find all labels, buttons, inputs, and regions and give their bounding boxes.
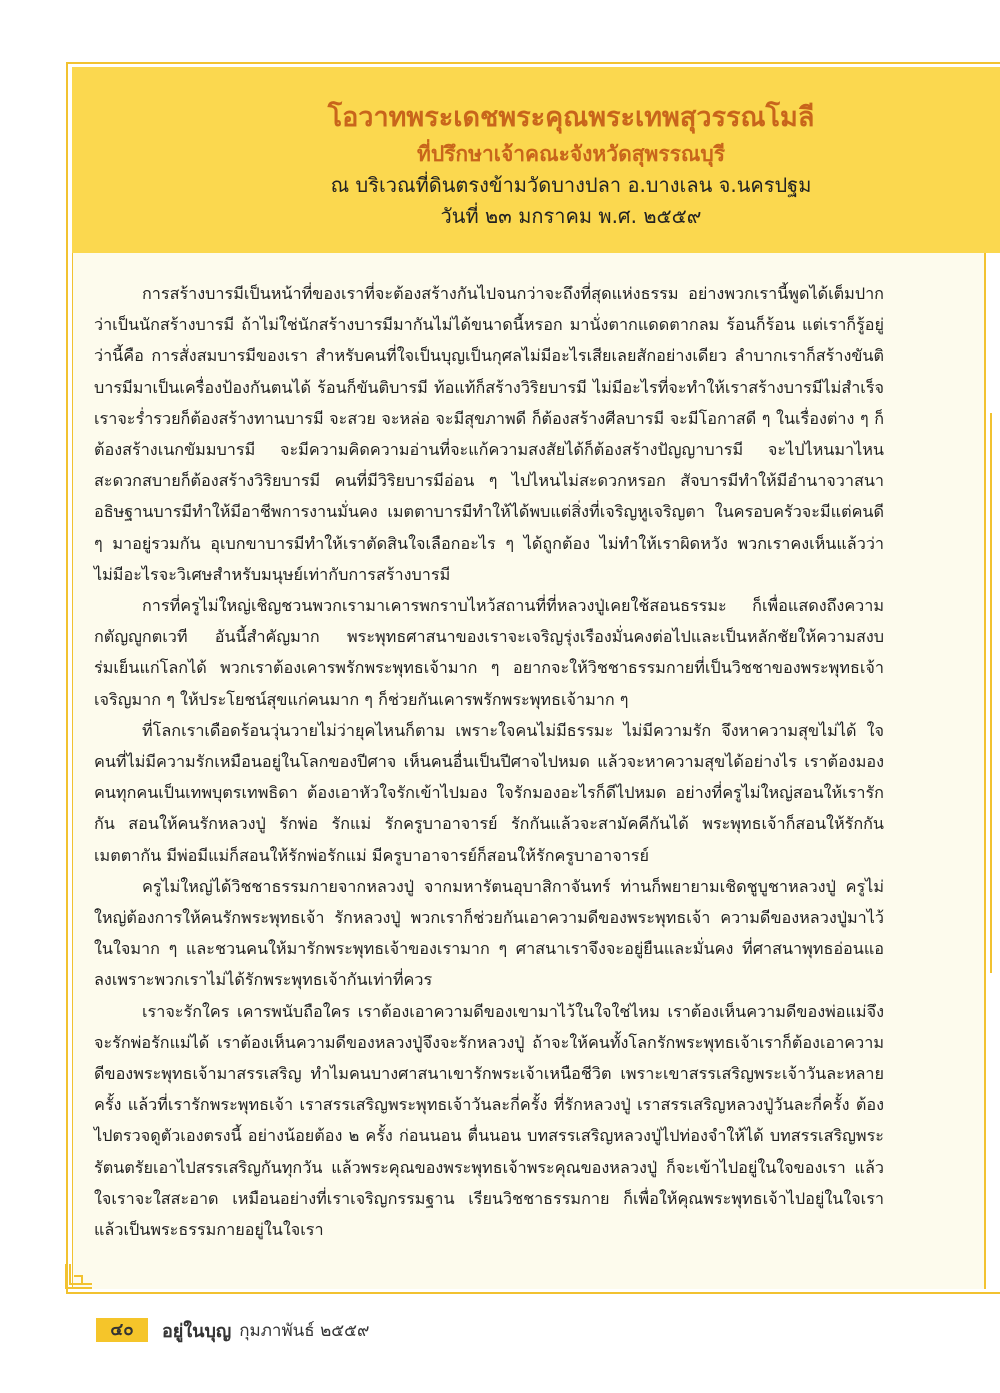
magazine-name: อยู่ในบุญ xyxy=(162,1320,232,1342)
issue-date: กุมภาพันธ์ ๒๕๕๙ xyxy=(239,1320,370,1341)
page-number: ๔๐ xyxy=(96,1318,148,1342)
side-decoration xyxy=(984,253,1000,1289)
location-line: ณ บริเวณที่ดินตรงข้ามวัดบางปลา อ.บางเลน จ.นครปฐม xyxy=(330,173,812,197)
page-subtitle: ที่ปรึกษาเจ้าคณะจังหวัดสุพรรณบุรี xyxy=(416,142,726,166)
paragraph: เราจะรักใคร เคารพนับถือใคร เราต้องเอาความดีของเขามาไว้ในใจใช่ไหม เราต้องเห็นความดีของพ่อแม่จึงจะรักพ่อรักแม่ได้ เราต้องเห็นความดีของหลวงปู่จึงจะรักหลวงปู่ ถ้าจะให้คนทั้งโลกรักพระพุทธเจ้าเราก็ต้องเอาความดีของพระพุทธเจ้ามาสรรเสริญ ทำไมคนบางศาสนาเขารักพระเจ้าเหนือชีวิต เพราะเขาสรรเสริญพระเจ้าวันละหลายครั้ง แล้วที่เรารักพระพุทธเจ้า เราสรรเสริญพระพุทธเจ้าวันละกี่ครั้ง ที่รักหลวงปู่ เราสรรเสริญหลวงปู่วันละกี่ครั้ง ต้องไปตรวจดูตัวเองตรงนี้ อย่างน้อยต้อง ๒ ครั้ง ก่อนนอน ตื่นนอน บทสรรเสริญหลวงปู่ไปท่องจำให้ได้ บทสรรเสริญพระรัตนตรัยเอาไปสรรเสริญกันทุกวัน แล้วพระคุณของพระพุทธเจ้าพระคุณของหลวงปู่ ก็จะเข้าไปอยู่ในใจของเรา แล้วใจเราจะใสสะอาด เหมือนอย่างที่เราเจริญกรรมฐาน เรียนวิชชาธรรมกาย ก็เพื่อให้คุณพระพุทธเจ้าไปอยู่ในใจเรา แล้วเป็นพระธรรมกายอยู่ในใจเรา xyxy=(94,1001,884,1240)
corner-ornament-icon xyxy=(62,1262,96,1292)
page-footer xyxy=(96,1315,369,1345)
paragraph: การสร้างบารมีเป็นหน้าที่ของเราที่จะต้องสร้างกันไปจนกว่าจะถึงที่สุดแห่งธรรม อย่างพวกเรานี้พูดได้เต็มปากว่าเป็นนักสร้างบารมี ถ้าไม่ใช่นักสร้างบารมีมากันไม่ได้ขนาดนี้หรอก มานั่งตากแดดตากลม ร้อนก็ร้อน แต่เราก็รู้อยู่ว่านี้คือ การสั่งสมบารมีของเรา สำหรับคนที่ใจเป็นบุญเป็นกุศลไม่มีอะไรเสียเลยสักอย่างเดียว ลำบากเราก็สร้างขันติบารมีมาเป็นเครื่องป้องกันตนได้ ร้อนก็ขันติบารมี ท้อแท้ก็สร้างวิริยบารมี ไม่มีอะไรที่จะทำให้เราสร้างบารมีไม่สำเร็จ เราจะร่ำรวยก็ต้องสร้างทานบารมี จะสวย จะหล่อ จะมีสุขภาพดี ก็ต้องสร้างศีลบารมี จะมีโอกาสดี ๆ ในเรื่องต่าง ๆ ก็ต้องสร้างเนกขัมมบารมี จะมีความคิดความอ่านที่จะแก้ความสงสัยได้ก็ต้องสร้างปัญญาบารมี จะไปไหนมาไหนสะดวกสบายก็ต้องสร้างวิริยบารมี คนที่มีวิริยบารมีอ่อน ๆ ไปไหนไม่สะดวกหรอก สัจบารมีทำให้มีอำนาจวาสนา อธิษฐานบารมีทำให้มีอาชีพการงานมั่นคง เมตตาบารมีทำให้ได้พบแต่สิ่งที่เจริญหูเจริญตา ในครอบครัวจะมีแต่คนดี ๆ มาอยู่รวมกัน อุเบกขาบารมีทำให้เราตัดสินใจเลือกอะไร ๆ ได้ถูกต้อง ไม่ทำให้เราผิดหวัง พวกเราคงเห็นแล้วว่าไม่มีอะไรจะวิเศษสำหรับมนุษย์เท่ากับการสร้างบารมี xyxy=(94,284,884,584)
page-title: โอวาทพระเดชพระคุณพระเทพสุวรรณโมลี xyxy=(327,102,815,133)
article-body xyxy=(94,278,884,1245)
title-block xyxy=(72,98,1000,232)
paragraph: ครูไม่ใหญ่ได้วิชชาธรรมกายจากหลวงปู่ จากมหารัตนอุบาสิกาจันทร์ ท่านก็พยายามเชิดชูบูชาหลวงปู่ ครูไม่ใหญ่ต้องการให้คนรักพระพุทธเจ้า รักหลวงปู่ พวกเราก็ช่วยกันเอาความดีของพระพุทธเจ้า ความดีของหลวงปู่มาไว้ในใจมาก ๆ และชวนคนให้มารักพระพุทธเจ้าของเรามาก ๆ ศาสนาเราจึงจะอยู่ยืนและมั่นคง ที่ศาสนาพุทธอ่อนแอลงเพราะพวกเราไม่ได้รักพระพุทธเจ้ากันเท่าที่ควร xyxy=(94,876,884,990)
paragraph: การที่ครูไม่ใหญ่เชิญชวนพวกเรามาเคารพกราบไหว้สถานที่ที่หลวงปู่เคยใช้สอนธรรมะ ก็เพื่อแสดงถึงความกตัญญูกตเวที อันนี้สำคัญมาก พระพุทธศาสนาของเราจะเจริญรุ่งเรืองมั่นคงต่อไปและเป็นหลักชัยให้ความสงบร่มเย็นแก่โลกได้ พวกเราต้องเคารพรักพระพุทธเจ้ามาก ๆ อยากจะให้วิชชาธรรมกายที่เป็นวิชชาของพระพุทธเจ้าเจริญมาก ๆ ให้ประโยชน์สุขแก่คนมาก ๆ ก็ช่วยกันเคารพรักพระพุทธเจ้ามาก ๆ xyxy=(94,596,884,709)
date-line: วันที่ ๒๓ มกราคม พ.ศ. ๒๕๕๙ xyxy=(440,204,702,228)
paragraph: ที่โลกเราเดือดร้อนวุ่นวายไม่ว่ายุคไหนก็ตาม เพราะใจคนไม่มีธรรมะ ไม่มีความรัก จึงหาความสุขไม่ได้ ใจคนที่ไม่มีความรักเหมือนอยู่ในโลกของปีศาจ เห็นคนอื่นเป็นปีศาจไปหมด แล้วจะหาความสุขได้อย่างไร เราต้องมองคนทุกคนเป็นเทพบุตรเทพธิดา ต้องเอาหัวใจรักเข้าไปมอง ใจรักมองอะไรก็ดีไปหมด อย่างที่ครูไม่ใหญ่สอนให้เรารักกัน สอนให้คนรักหลวงปู่ รักพ่อ รักแม่ รักครูบาอาจารย์ รักกันแล้วจะสามัคคีกันได้ พระพุทธเจ้าก็สอนให้รักกัน เมตตากัน มีพ่อมีแม่ก็สอนให้รักพ่อรักแม่ มีครูบาอาจารย์ก็สอนให้รักครูบาอาจารย์ xyxy=(94,720,884,865)
